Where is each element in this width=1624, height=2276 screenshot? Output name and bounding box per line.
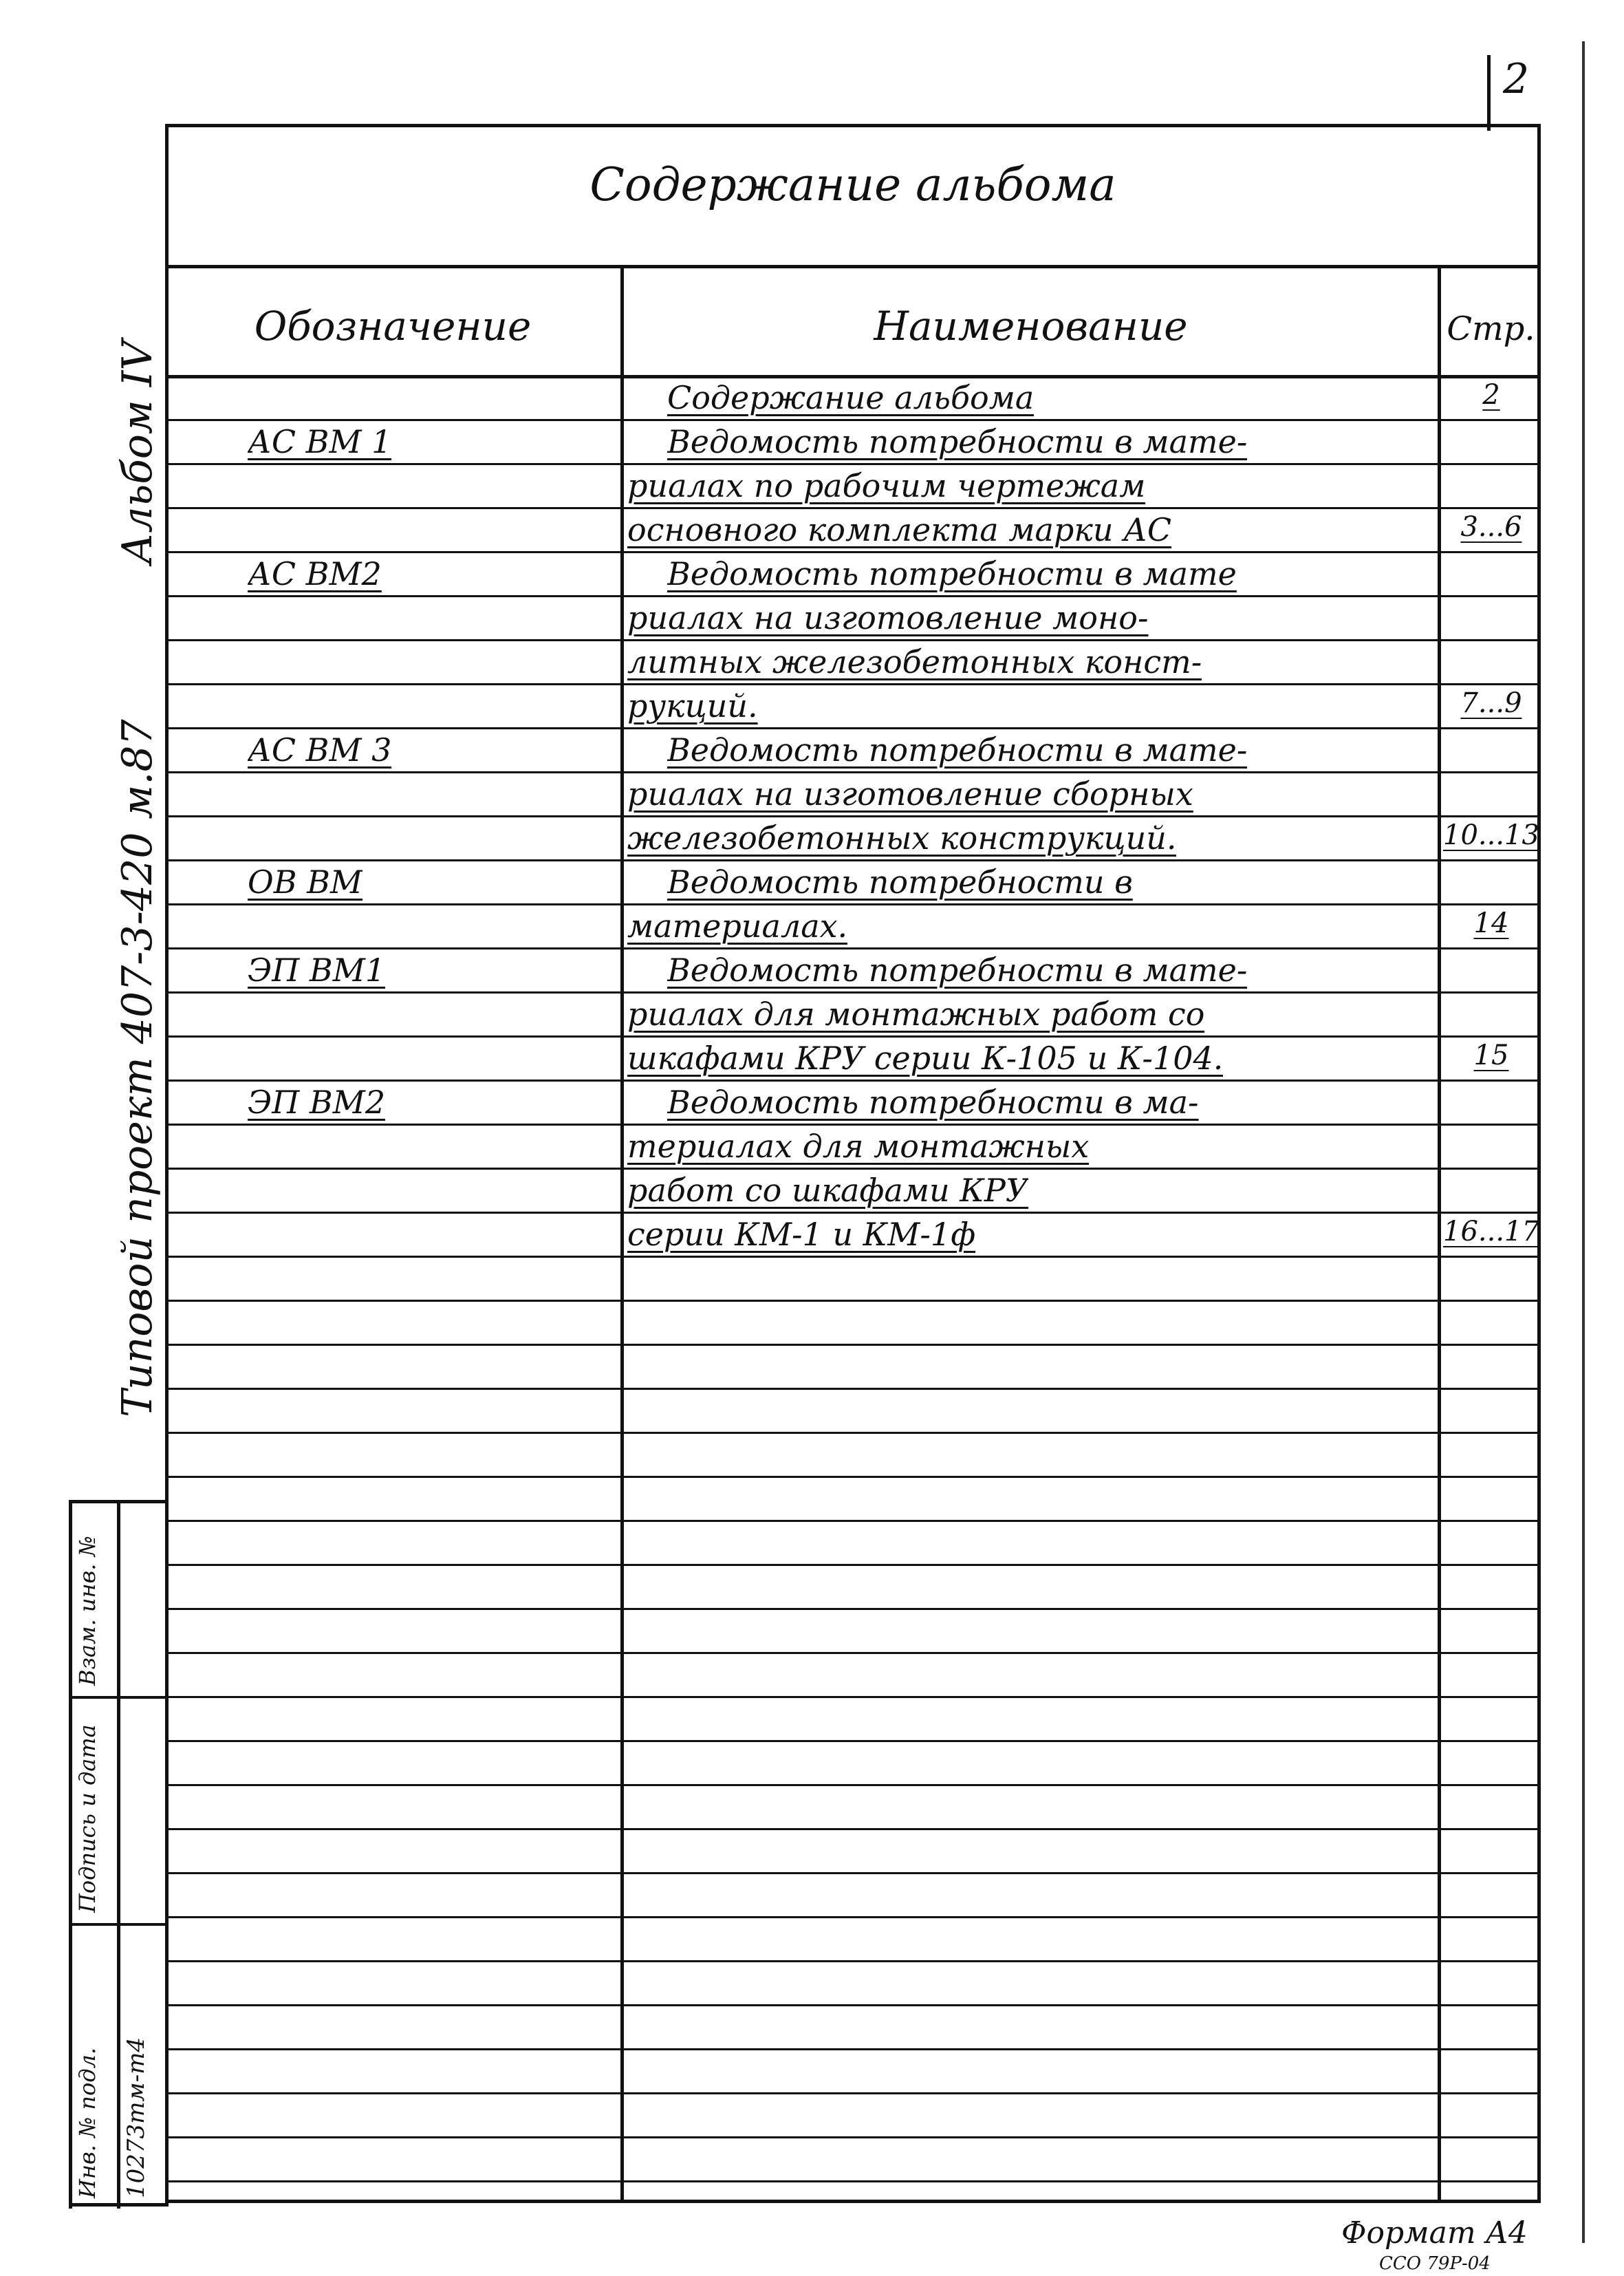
row-line <box>165 2092 1541 2094</box>
row-line <box>165 1344 1541 1346</box>
row-designation: АС ВМ 1 <box>248 423 392 460</box>
row-name: риалах на изготовление моно- <box>627 599 1149 636</box>
row-name: риалах для монтажных работ со <box>627 996 1205 1033</box>
row-name: риалах по рабочим чертежам <box>627 467 1146 504</box>
row-name: работ со шкафами КРУ <box>627 1172 1029 1209</box>
stamp-left-line <box>69 1500 72 2209</box>
row-line <box>165 1256 1541 1258</box>
row-line <box>165 727 1541 729</box>
row-name: териалах для монтажных <box>627 1128 1090 1165</box>
row-name: материалах. <box>627 908 848 945</box>
row-line <box>165 1916 1541 1918</box>
row-page: 10...13 <box>1443 819 1539 851</box>
row-line <box>165 1828 1541 1830</box>
row-line <box>165 507 1541 509</box>
row-name: Ведомость потребности в мате- <box>667 731 1248 769</box>
stamp-vzam-label: Взам. инв. № <box>74 1536 100 1686</box>
row-designation: ОВ ВМ <box>248 863 363 901</box>
row-line <box>165 2004 1541 2006</box>
stamp-bottom-line <box>69 2203 169 2207</box>
row-name: Ведомость потребности в мате <box>667 555 1237 592</box>
stamp-inv-value: 10273тм-т4 <box>122 2037 150 2198</box>
header-divider <box>165 375 1541 378</box>
stamp-podpis-label: Подпись и дата <box>74 1724 100 1913</box>
column-header-name: Наименование <box>874 303 1188 350</box>
row-line <box>165 2048 1541 2050</box>
row-line <box>165 991 1541 994</box>
row-page: 7...9 <box>1460 687 1522 719</box>
stamp-divider-1 <box>69 1696 169 1699</box>
row-name: шкафами КРУ серии К-105 и К-104. <box>627 1040 1224 1077</box>
row-page: 3...6 <box>1460 511 1522 543</box>
row-line <box>165 1035 1541 1038</box>
row-line <box>165 1960 1541 1962</box>
row-line <box>165 419 1541 421</box>
row-line <box>165 551 1541 553</box>
row-line <box>165 1872 1541 1874</box>
row-page: 16...17 <box>1443 1216 1539 1247</box>
row-line <box>165 1564 1541 1566</box>
row-line <box>165 1300 1541 1302</box>
row-line <box>165 463 1541 465</box>
row-designation: АС ВМ2 <box>248 555 382 592</box>
page-title: Содержание альбома <box>589 158 1116 211</box>
row-name: Ведомость потребности в мате- <box>667 952 1248 989</box>
row-line <box>165 683 1541 685</box>
row-line <box>165 859 1541 861</box>
row-line <box>165 1652 1541 1654</box>
side-project-label: Типовой проект 407-3-420 м.87 <box>113 719 162 1417</box>
row-line <box>165 815 1541 817</box>
row-line <box>165 947 1541 949</box>
row-name: Ведомость потребности в ма- <box>667 1084 1199 1121</box>
row-line <box>165 2136 1541 2138</box>
row-name: железобетонных конструкций. <box>627 819 1177 857</box>
row-name: серии КМ-1 и КМ-1ф <box>627 1216 976 1253</box>
column-header-page: Стр. <box>1447 310 1535 348</box>
row-line <box>165 771 1541 773</box>
footer-code: ССО 79Р-04 <box>1379 2253 1491 2274</box>
row-line <box>165 1520 1541 1522</box>
row-name: Содержание альбома <box>667 379 1035 416</box>
row-name: Ведомость потребности в мате- <box>667 423 1248 460</box>
row-designation: ЭП ВМ1 <box>248 952 386 989</box>
row-name: Ведомость потребности в <box>667 863 1133 901</box>
row-page: 2 <box>1482 379 1500 411</box>
stamp-mid-line <box>117 1500 120 2209</box>
row-line <box>165 1476 1541 1478</box>
row-name: риалах на изготовление сборных <box>627 775 1193 813</box>
side-album-label: Альбом IV <box>113 341 162 564</box>
row-line <box>165 1784 1541 1786</box>
row-designation: ЭП ВМ2 <box>248 1084 386 1121</box>
row-name: литных железобетонных конст- <box>627 643 1202 680</box>
row-page: 14 <box>1473 908 1509 939</box>
row-line <box>165 903 1541 905</box>
row-line <box>165 595 1541 597</box>
format-label: Формат А4 <box>1341 2215 1528 2251</box>
row-line <box>165 1212 1541 1214</box>
row-line <box>165 1168 1541 1170</box>
page-number: 2 <box>1503 55 1530 103</box>
column-divider-2 <box>1438 265 1441 2203</box>
row-name: основного комплекта марки АС <box>627 511 1172 548</box>
row-line <box>165 1740 1541 1742</box>
stamp-inv-label: Инв. № подл. <box>74 2047 100 2198</box>
row-line <box>165 1124 1541 1126</box>
row-line <box>165 2180 1541 2182</box>
page-number-box-left <box>1487 55 1491 131</box>
row-line <box>165 1388 1541 1390</box>
row-line <box>165 1608 1541 1610</box>
title-divider <box>165 265 1541 268</box>
stamp-top-line <box>69 1500 169 1503</box>
row-line <box>165 1080 1541 1082</box>
row-designation: АС ВМ 3 <box>248 731 392 769</box>
right-edge-line <box>1582 41 1585 2243</box>
row-line <box>165 639 1541 641</box>
column-header-designation: Обозначение <box>254 303 532 350</box>
column-divider-1 <box>620 265 624 2203</box>
stamp-divider-2 <box>69 1923 169 1926</box>
row-line <box>165 1432 1541 1434</box>
row-line <box>165 1696 1541 1698</box>
row-name: рукций. <box>627 687 758 724</box>
row-page: 15 <box>1473 1040 1509 1071</box>
